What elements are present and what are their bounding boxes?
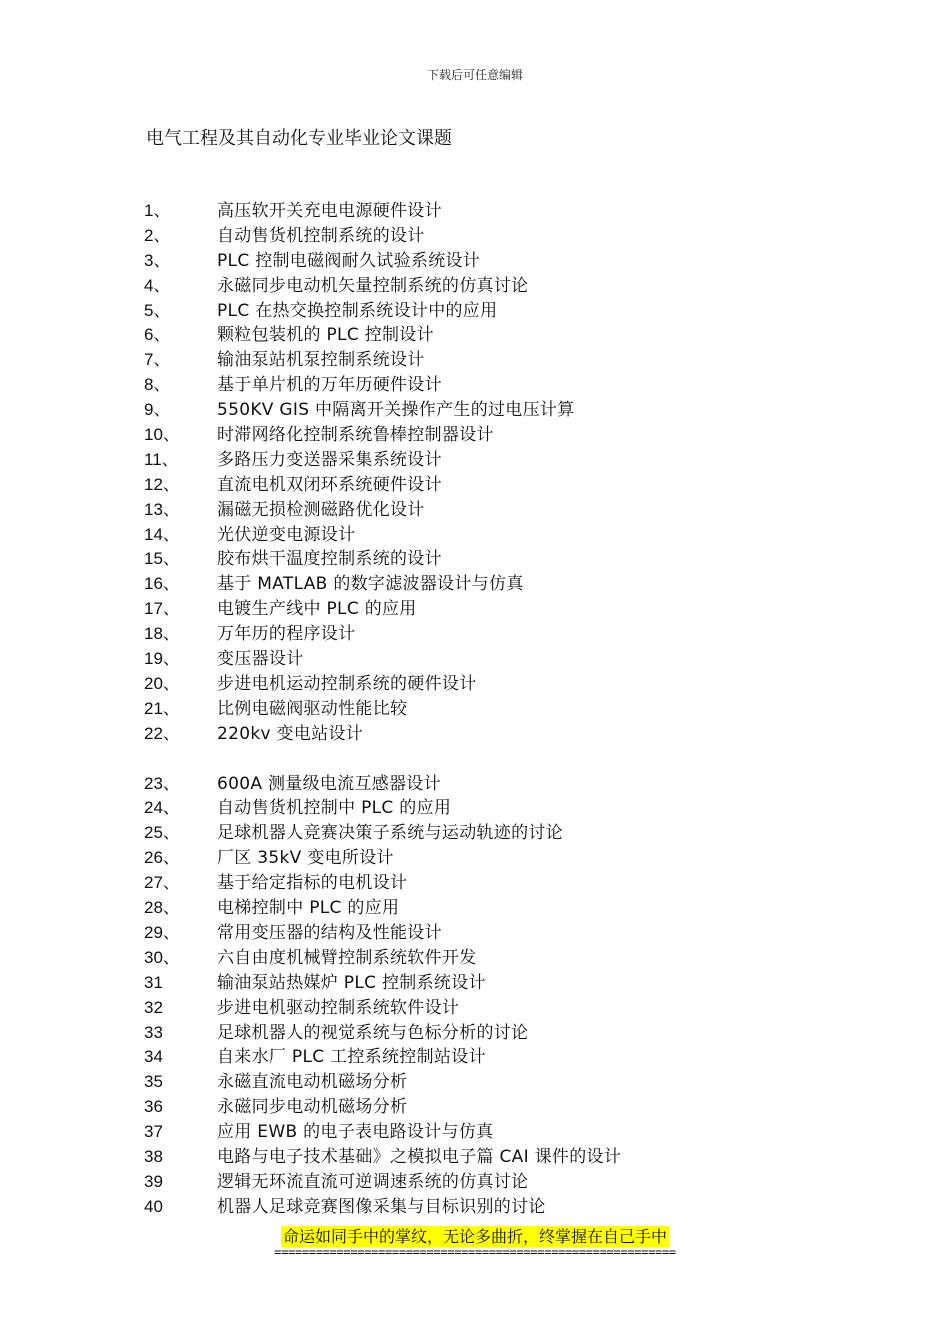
- list-item: [144, 299, 864, 324]
- list-item: [144, 1021, 864, 1046]
- list-item-title: 自动售货机控制中 PLC 的应用: [217, 798, 452, 819]
- list-item: [144, 498, 864, 523]
- list-item-number: 12、: [144, 474, 180, 494]
- list-item: [144, 697, 864, 722]
- list-item: [144, 772, 864, 797]
- list-item: [144, 672, 864, 697]
- list-item-title: 应用 EWB 的电子表电路设计与仿真: [217, 1122, 494, 1143]
- list-item-number: 7、: [144, 350, 171, 370]
- list-item: [144, 622, 864, 647]
- list-item-title: 足球机器人的视觉系统与色标分析的讨论: [217, 1022, 529, 1043]
- list-item: [144, 423, 864, 448]
- list-item: [144, 1145, 864, 1170]
- list-item: [144, 1195, 864, 1220]
- list-item: [144, 473, 864, 498]
- list-item-number: 34: [144, 1047, 163, 1067]
- list-item-title: 足球机器人竞赛决策子系统与运动轨迹的讨论: [217, 823, 563, 844]
- list-item: [144, 996, 864, 1021]
- page-header-note: 下载后可任意编辑: [426, 68, 523, 82]
- list-item-title: 输油泵站机泵控制系统设计: [217, 350, 425, 371]
- list-item: [144, 547, 864, 572]
- topic-list: [144, 199, 864, 1220]
- list-item-title: 变压器设计: [217, 649, 304, 670]
- list-item: [144, 448, 864, 473]
- list-item-number: 6、: [144, 325, 171, 345]
- list-item: [144, 921, 864, 946]
- list-item-title: 基于给定指标的电机设计: [217, 873, 408, 894]
- list-item-number: 3、: [144, 250, 171, 270]
- list-item-title: 光伏逆变电源设计: [217, 524, 356, 545]
- topic-group-1: [144, 199, 864, 747]
- list-item-number: 20、: [144, 673, 180, 693]
- list-item-title: 220kv 变电站设计: [217, 723, 364, 744]
- list-item: [144, 274, 864, 299]
- list-item: [144, 249, 864, 274]
- list-item-title: 胶布烘干温度控制系统的设计: [217, 549, 442, 570]
- list-item-number: 37: [144, 1122, 163, 1142]
- list-item-number: 29、: [144, 922, 180, 942]
- list-item: [144, 871, 864, 896]
- list-item: [144, 722, 864, 747]
- list-item: [144, 971, 864, 996]
- list-spacer: [144, 747, 864, 772]
- list-item: [144, 224, 864, 249]
- list-item-number: 4、: [144, 275, 171, 295]
- list-item: [144, 199, 864, 224]
- list-item-title: 基于单片机的万年历硬件设计: [217, 375, 442, 396]
- list-item-title: 输油泵站热媒炉 PLC 控制系统设计: [217, 972, 486, 993]
- list-item: [144, 1045, 864, 1070]
- list-item-title: 基于 MATLAB 的数字滤波器设计与仿真: [217, 574, 524, 595]
- list-item: [144, 323, 864, 348]
- list-item-title: 颗粒包装机的 PLC 控制设计: [217, 325, 434, 346]
- list-item-number: 36: [144, 1097, 163, 1117]
- list-item-number: 15、: [144, 549, 180, 569]
- list-item-number: 8、: [144, 375, 171, 395]
- list-item: [144, 896, 864, 921]
- list-item-title: 步进电机运动控制系统的硬件设计: [217, 673, 477, 694]
- list-item-title: PLC 在热交换控制系统设计中的应用: [217, 300, 498, 321]
- list-item-number: 24、: [144, 798, 180, 818]
- list-item: [144, 647, 864, 672]
- list-item-number: 25、: [144, 823, 180, 843]
- list-item-title: 自动售货机控制系统的设计: [217, 225, 425, 246]
- list-item: [144, 597, 864, 622]
- list-item: [144, 796, 864, 821]
- list-item-title: 常用变压器的结构及性能设计: [217, 922, 442, 943]
- list-item-number: 27、: [144, 873, 180, 893]
- divider-rule: ==========================================================: [274, 1245, 676, 1259]
- list-item-title: 550KV GIS 中隔离开关操作产生的过电压计算: [217, 400, 575, 421]
- list-item-number: 19、: [144, 649, 180, 669]
- list-item-number: 14、: [144, 524, 180, 544]
- motto-text: 命运如同手中的掌纹，无论多曲折，终掌握在自己手中: [282, 1227, 667, 1246]
- list-item: [144, 398, 864, 423]
- list-item-number: 23、: [144, 773, 180, 793]
- list-item-title: 永磁直流电动机磁场分析: [217, 1072, 408, 1093]
- list-item-title: 步进电机驱动控制系统软件设计: [217, 997, 460, 1018]
- list-item-number: 32: [144, 997, 163, 1017]
- list-item-number: 28、: [144, 898, 180, 918]
- list-item-number: 26、: [144, 848, 180, 868]
- list-item-number: 5、: [144, 300, 171, 320]
- topic-group-2: [144, 772, 864, 1220]
- list-item-number: 13、: [144, 499, 180, 519]
- list-item-title: 直流电机双闭环系统硬件设计: [217, 474, 442, 495]
- list-item: [144, 1120, 864, 1145]
- list-item-title: PLC 控制电磁阀耐久试验系统设计: [217, 250, 481, 271]
- list-item-number: 1、: [144, 201, 171, 220]
- list-item-number: 9、: [144, 400, 171, 420]
- motto-banner: [0, 1224, 950, 1247]
- list-item-title: 机器人足球竞赛图像采集与目标识别的讨论: [217, 1196, 546, 1217]
- list-item-title: 万年历的程序设计: [217, 624, 356, 645]
- list-item-number: 38: [144, 1146, 163, 1166]
- list-item-number: 39: [144, 1171, 163, 1191]
- list-item-number: 2、: [144, 225, 171, 245]
- list-item-title: 永磁同步电动机磁场分析: [217, 1097, 408, 1118]
- list-item-number: 17、: [144, 599, 180, 619]
- list-item-title: 永磁同步电动机矢量控制系统的仿真讨论: [217, 275, 529, 296]
- list-item: [144, 523, 864, 548]
- list-item-title: 600A 测量级电流互感器设计: [217, 773, 441, 794]
- list-item-title: 电路与电子技术基础》之模拟电子篇 CAI 课件的设计: [217, 1146, 622, 1167]
- list-item-title: 比例电磁阀驱动性能比较: [217, 698, 408, 719]
- list-item-number: 30、: [144, 947, 180, 967]
- list-item-title: 自来水厂 PLC 工控系统控制站设计: [217, 1047, 486, 1068]
- list-item-number: 33: [144, 1022, 163, 1042]
- list-item: [144, 821, 864, 846]
- list-item: [144, 1170, 864, 1195]
- list-item: [144, 846, 864, 871]
- list-item: [144, 348, 864, 373]
- list-item-number: 16、: [144, 574, 180, 594]
- list-item: [144, 1095, 864, 1120]
- list-item-title: 漏磁无损检测磁路优化设计: [217, 499, 425, 520]
- list-item-number: 31: [144, 972, 163, 992]
- list-item-number: 10、: [144, 425, 180, 445]
- list-item-title: 高压软开关充电电源硬件设计: [217, 201, 442, 221]
- list-item: [144, 572, 864, 597]
- list-item-number: 21、: [144, 698, 180, 718]
- list-item-number: 22、: [144, 723, 180, 743]
- list-item: [144, 373, 864, 398]
- list-item: [144, 946, 864, 971]
- list-item: [144, 1070, 864, 1095]
- list-item-number: 18、: [144, 624, 180, 644]
- list-item-number: 35: [144, 1072, 163, 1092]
- list-item-title: 电镀生产线中 PLC 的应用: [217, 599, 417, 620]
- list-item-title: 时滞网络化控制系统鲁棒控制器设计: [217, 425, 494, 446]
- list-item-title: 六自由度机械臂控制系统软件开发: [217, 947, 477, 968]
- document-title: 电气工程及其自动化专业毕业论文课题: [146, 128, 452, 149]
- list-item-title: 电梯控制中 PLC 的应用: [217, 898, 400, 919]
- list-item-title: 厂区 35kV 变电所设计: [217, 848, 394, 869]
- list-item-number: 11、: [144, 449, 179, 469]
- list-item-title: 逻辑无环流直流可逆调速系统的仿真讨论: [217, 1171, 529, 1192]
- list-item-number: 40: [144, 1196, 163, 1216]
- list-item-title: 多路压力变送器采集系统设计: [217, 449, 442, 470]
